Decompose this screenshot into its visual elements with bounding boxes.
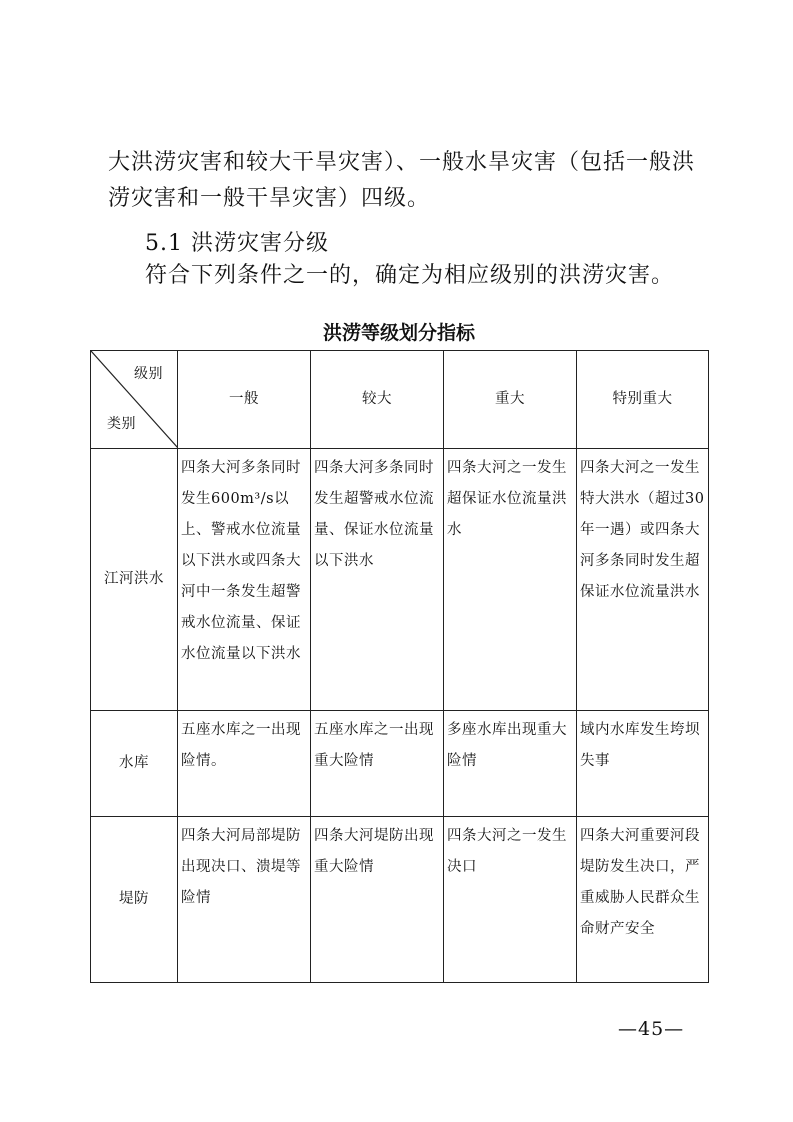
- table-cell: 四条大河之一发生决口: [444, 817, 577, 983]
- table-cell: 多座水库出现重大险情: [444, 711, 577, 817]
- table-cell: 四条大河之一发生特大洪水（超过30年一遇）或四条大河多条同时发生超保证水位流量洪水: [577, 449, 709, 711]
- header-general: 一般: [178, 351, 311, 449]
- page-number: —45—: [618, 1018, 685, 1040]
- table-row: [91, 449, 709, 711]
- table-caption: 洪涝等级划分指标: [322, 322, 475, 344]
- table-cell: 四条大河堤防出现重大险情: [311, 817, 444, 983]
- table-row: [91, 817, 709, 983]
- body-paragraph-2: 符合下列条件之一的，确定为相应级别的洪涝灾害。: [145, 263, 675, 288]
- corner-label-category: 类别: [107, 416, 136, 432]
- table-cell: 域内水库发生垮坝失事: [577, 711, 709, 817]
- section-heading: 5.1 洪涝灾害分级: [145, 231, 329, 256]
- table-cell: 四条大河多条同时发生超警戒水位流量、保证水位流量以下洪水: [311, 449, 444, 711]
- table-header-row: [91, 351, 709, 449]
- header-extraordinary: 特别重大: [577, 351, 709, 449]
- row-label-dyke: 堤防: [91, 817, 178, 983]
- body-paragraph-1: 大洪涝灾害和较大干旱灾害）、一般水旱灾害（包括一般洪涝灾害和一般干旱灾害）四级。: [108, 150, 696, 211]
- table-cell: 四条大河多条同时发生600m³/s以上、警戒水位流量以下洪水或四条大河中一条发生超警戒水位流量、保证水位流量以下洪水: [178, 449, 311, 711]
- corner-cell: [91, 351, 178, 449]
- flood-grade-table: [90, 350, 709, 983]
- header-major: 重大: [444, 351, 577, 449]
- row-label-river-flood: 江河洪水: [91, 449, 178, 711]
- corner-label-grade: 级别: [134, 366, 163, 382]
- row-label-reservoir: 水库: [91, 711, 178, 817]
- table-cell: 四条大河局部堤防出现决口、溃堤等险情: [178, 817, 311, 983]
- header-larger: 较大: [311, 351, 444, 449]
- table-cell: 四条大河之一发生超保证水位流量洪水: [444, 449, 577, 711]
- table-cell: 四条大河重要河段堤防发生决口，严重威胁人民群众生命财产安全: [577, 817, 709, 983]
- table-row: [91, 711, 709, 817]
- table-cell: 五座水库之一出现重大险情: [311, 711, 444, 817]
- table-cell: 五座水库之一出现险情。: [178, 711, 311, 817]
